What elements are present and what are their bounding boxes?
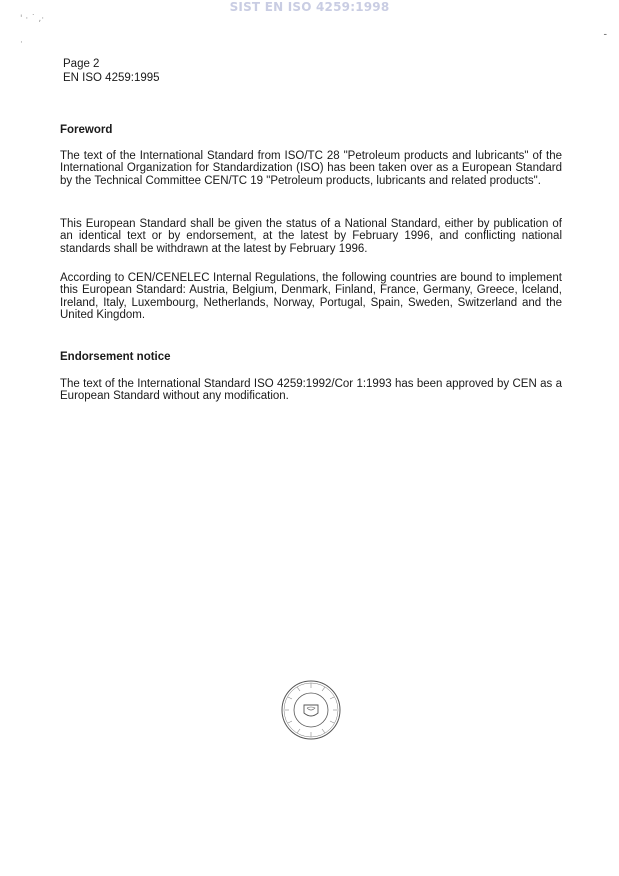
- scan-artifact: ' · ˙ ,·: [20, 14, 45, 24]
- watermark: SIST EN ISO 4259:1998: [229, 0, 390, 14]
- foreword-paragraph-3: According to CEN/CENELEC Internal Regulations, the following countries are bound to implement this European Standard: Austria, Belgium, Denmark, Finland, France, Germany, Greece, Iceland, Ireland, Italy, Luxembourg, Netherlands, Norway, Portugal, Spain, Sweden, Switzerland and the United Kingdom.: [60, 272, 562, 321]
- foreword-paragraph-2: This European Standard shall be given the status of a National Standard, either by publication of an identical text or by endorsement, at the latest by February 1996, and conflicting national standards shall be withdrawn at the latest by February 1996.: [60, 218, 562, 255]
- document-id: EN ISO 4259:1995: [63, 72, 160, 84]
- page-header: [63, 57, 160, 85]
- foreword-paragraph-1: The text of the International Standard from ISO/TC 28 "Petroleum products and lubricants" of the International Organization for Standardization (ISO) has been taken over as a European Standard by the Technical Committee CEN/TC 19 "Petroleum products, lubricants and related products".: [60, 150, 562, 187]
- scan-artifact: ·: [20, 38, 23, 48]
- endorsement-paragraph: The text of the International Standard ISO 4259:1992/Cor 1:1993 has been approved by CEN as a European Standard without any modification.: [60, 378, 562, 403]
- foreword-heading: Foreword: [60, 124, 113, 136]
- scan-artifact: ˍ: [603, 26, 608, 36]
- page-number: Page 2: [63, 58, 100, 70]
- endorsement-heading: Endorsement notice: [60, 351, 171, 363]
- official-seal-icon: [280, 679, 342, 741]
